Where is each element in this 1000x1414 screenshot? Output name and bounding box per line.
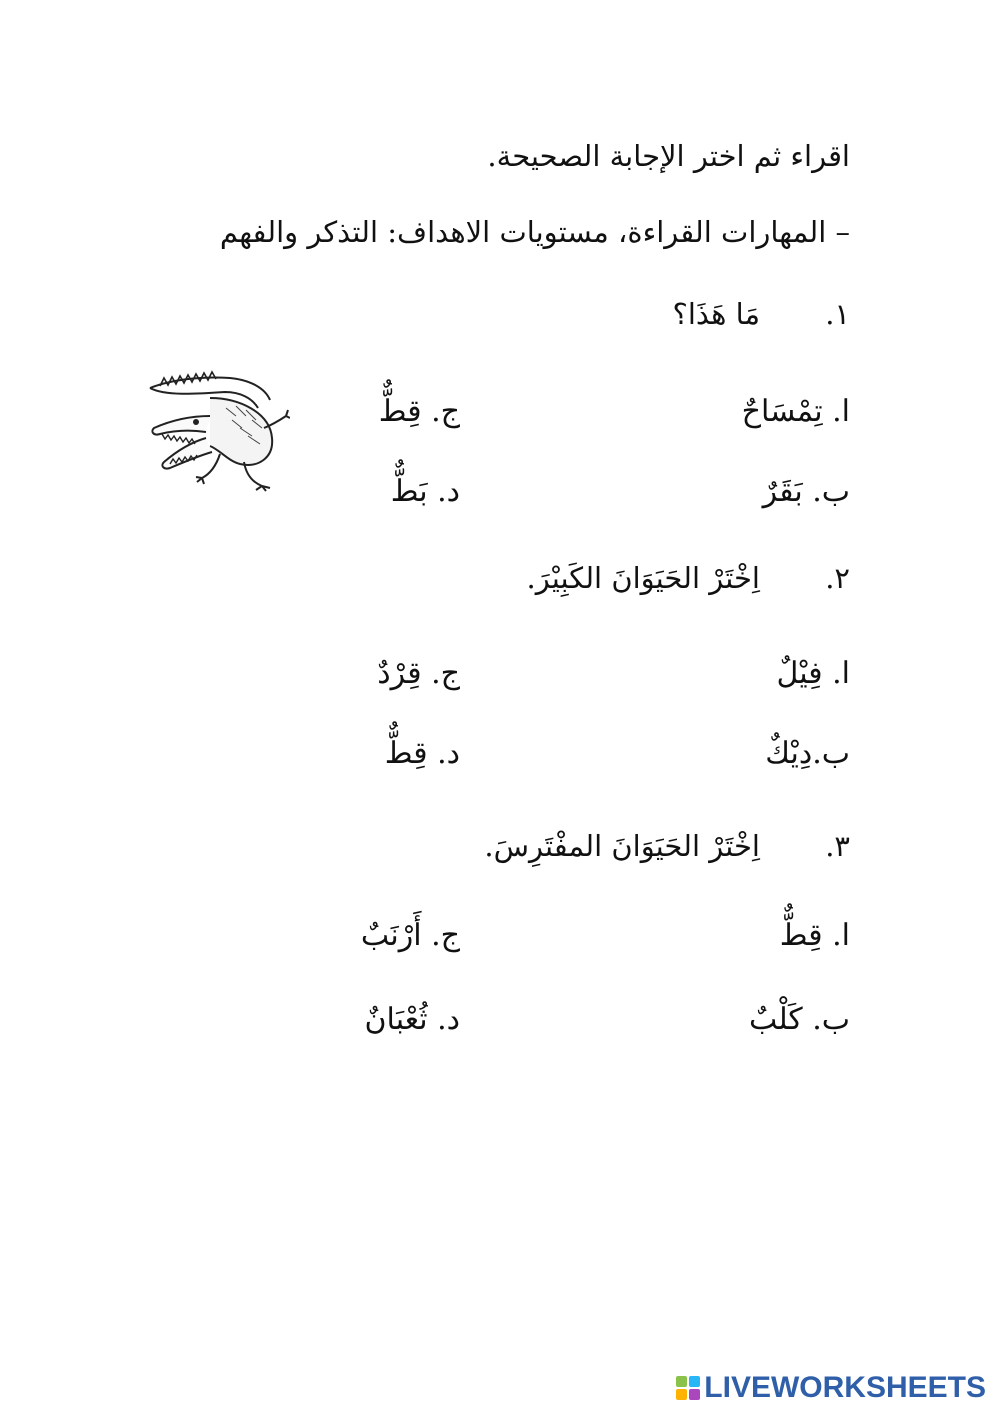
question-text: اِخْتَرْ الحَيَوَانَ المفْتَرِسَ. — [484, 829, 760, 863]
option-b[interactable]: ب. بَقَرٌ — [762, 474, 850, 509]
option-d[interactable]: د. بَطٌّ — [390, 474, 460, 509]
option-b[interactable]: ب. كَلْبٌ — [749, 1002, 850, 1037]
question-number: ٣. — [825, 829, 850, 863]
option-c[interactable]: ج. أَرْنَبٌ — [360, 918, 460, 953]
question-number: ١. — [825, 297, 850, 331]
question-number: ٢. — [825, 561, 850, 595]
option-c[interactable]: ج. قِرْدٌ — [377, 656, 460, 691]
brand-text: LIVEWORKSHEETS — [704, 1371, 986, 1404]
question-text: مَا هَذَا؟ — [672, 297, 760, 331]
instruction-text: اقراء ثم اختر الإجابة الصحيحة. — [487, 139, 850, 173]
crocodile-icon — [140, 358, 290, 500]
skills-objectives-line: – المهارات القراءة، مستويات الاهداف: التذكر والفهم — [219, 215, 850, 249]
option-b[interactable]: ب.دِيْكٌ — [765, 736, 850, 771]
option-d[interactable]: د. قِطٌّ — [384, 736, 460, 771]
option-d[interactable]: د. ثُعْبَانٌ — [364, 1002, 460, 1037]
option-a[interactable]: ا. قِطٌّ — [779, 918, 850, 953]
liveworksheets-brand — [676, 1372, 986, 1404]
option-a[interactable]: ا. تِمْسَاحٌ — [741, 394, 850, 429]
option-c[interactable]: ج. قِطٌّ — [378, 394, 460, 429]
question-text: اِخْتَرْ الحَيَوَانَ الكَبِيْرَ. — [526, 561, 760, 595]
option-a[interactable]: ا. فِيْلٌ — [776, 656, 850, 691]
liveworksheets-logo-icon — [676, 1376, 700, 1400]
